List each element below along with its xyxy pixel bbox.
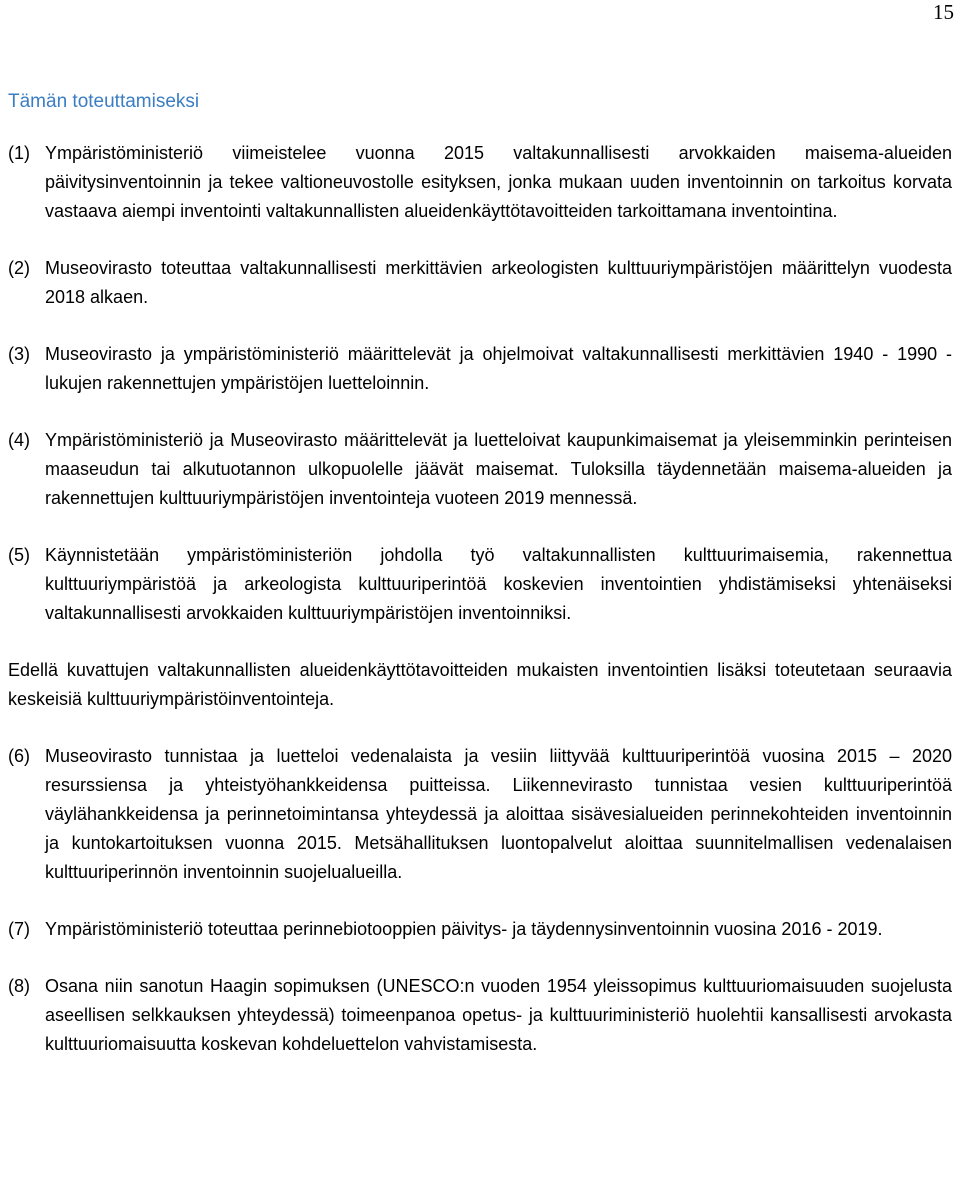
section-heading: Tämän toteuttamiseksi (8, 91, 200, 112)
item-text: Ympäristöministeriö toteuttaa perinnebiotooppien päivitys- ja täydennysinventoinnin vuosina 2016 - 2019. (45, 919, 883, 939)
list-item (8, 541, 952, 628)
item-text: Käynnistetään ympäristöministeriön johdolla työ valtakunnallisten kulttuurimaisemia, rakennettua kulttuuriympäristöä ja arkeologista kulttuuriperintöä koskevien inventointien yhdistämiseksi yhtenäiseksi valtakunnallisesti arvokkaiden kulttuuriympäristöjen inventoinniksi. (45, 545, 952, 623)
page-number: 15 (933, 0, 954, 24)
item-marker: (7) (8, 919, 30, 939)
list-item (8, 254, 952, 312)
list-item (8, 972, 952, 1059)
intro-paragraph: Edellä kuvattujen valtakunnallisten alueidenkäyttötavoitteiden mukaisten inventointien lisäksi toteutetaan seuraavia keskeisiä kulttuuriympäristöinventointeja. (8, 660, 952, 709)
item-marker: (1) (8, 143, 30, 163)
item-marker: (2) (8, 258, 30, 278)
list-item (8, 340, 952, 398)
item-text: Osana niin sanotun Haagin sopimuksen (UNESCO:n vuoden 1954 yleissopimus kulttuuriomaisuuden suojelusta aseellisen selkkauksen yhteydessä) toimeenpanoa opetus- ja kulttuuriministeriö huolehtii kansallisesti arvokasta kulttuuriomaisuutta koskevan kohdeluettelon vahvistamisesta. (45, 976, 952, 1054)
item-text: Museovirasto tunnistaa ja luetteloi vedenalaista ja vesiin liittyvää kulttuuriperintöä vuosina 2015 – 2020 resurssiensa ja yhteistyöhankkeidensa puitteissa. Liikennevirasto tunnistaa vesien kulttuuriperintöä väylähankkeidensa ja perinnetoimintansa yhteydessä ja aloittaa sisävesialueiden perinnekohteiden inventoinnin ja kuntokartoituksen vuonna 2015. Metsähallituksen luontopalvelut aloittaa suunnitelmallisen vedenalaisen kulttuuriperinnön inventoinnin suojelualueilla. (45, 746, 952, 882)
item-marker: (4) (8, 430, 30, 450)
list-item (8, 742, 952, 887)
item-text: Museovirasto ja ympäristöministeriö määrittelevät ja ohjelmoivat valtakunnallisesti merkittävien 1940 - 1990 -lukujen rakennettujen ympäristöjen luetteloinnin. (45, 344, 952, 393)
document-body (8, 90, 952, 1087)
list-item (8, 915, 952, 944)
item-text: Ympäristöministeriö ja Museovirasto määrittelevät ja luetteloivat kaupunkimaisemat ja yleisemminkin perinteisen maaseudun tai alkutuotannon ulkopuolelle jäävät maisemat. Tuloksilla täydennetään maisema-alueiden ja rakennettujen kulttuuriympäristöjen inventointeja vuoteen 2019 mennessä. (45, 430, 952, 508)
item-marker: (6) (8, 746, 30, 766)
item-marker: (8) (8, 976, 30, 996)
item-marker: (5) (8, 545, 30, 565)
list-item (8, 139, 952, 226)
item-text: Ympäristöministeriö viimeistelee vuonna 2015 valtakunnallisesti arvokkaiden maisema-alueiden päivitysinventoinnin ja tekee valtioneuvostolle esityksen, jonka mukaan uuden inventoinnin on tarkoitus korvata vastaava aiempi inventointi valtakunnallisten alueidenkäyttötavoitteiden tarkoittamana inventointina. (45, 143, 952, 221)
list-item (8, 426, 952, 513)
item-marker: (3) (8, 344, 30, 364)
item-text: Museovirasto toteuttaa valtakunnallisesti merkittävien arkeologisten kulttuuriympäristöjen määrittelyn vuodesta 2018 alkaen. (45, 258, 952, 307)
